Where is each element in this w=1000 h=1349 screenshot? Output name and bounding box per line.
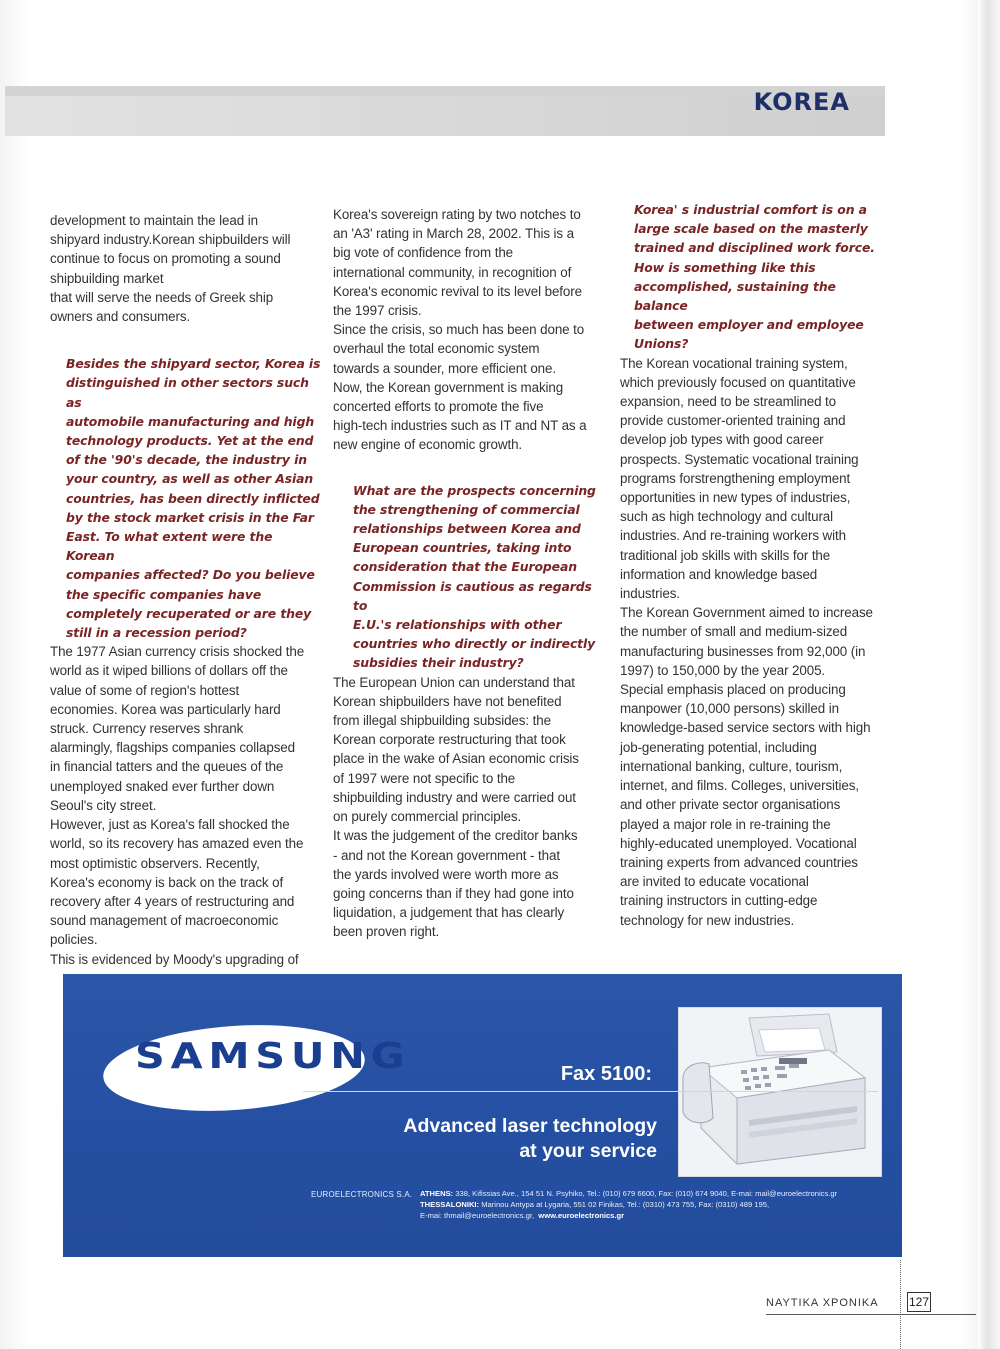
interview-question-2: What are the prospects concerning the strengthening of commercial relationships between Korea and European countries, taking into consideration that the European Commission is cautious as regards to E.U.'s relationships with other countries who directly or indirectly subsidies their industry? bbox=[353, 482, 596, 671]
fax-machine-image bbox=[678, 1007, 882, 1177]
distributor-contacts bbox=[420, 1188, 890, 1221]
article-column-1 bbox=[50, 211, 325, 969]
page-number: 127 bbox=[907, 1292, 931, 1312]
ad-divider-line bbox=[303, 1091, 878, 1092]
article-column-3 bbox=[620, 200, 888, 930]
athens-address-line: ATHENS: 338, Kifissias Ave., 154 51 N. Psyhiko, Tel.: (010) 679 6600, Fax: (010) 674 9040, E-mai: mail@euroelectronics.gr bbox=[420, 1189, 838, 1198]
section-title: KOREA bbox=[753, 88, 850, 116]
thessaloniki-address-line: THESSALONIKI: Marinou Antypa at Lygaria, 551 02 Finikas, Tel.: (0310) 473 755, Fax: (0310) 489 195, bbox=[420, 1200, 770, 1209]
magazine-name: ΝΑΥΤΙΚΑ ΧΡΟΝΙΚΑ bbox=[766, 1297, 879, 1309]
column3-answer-paragraph-1: The Korean vocational training system, which previously focused on quantitative expansion, need to be streamlined to provide customer-oriented training and develop job types with good career prospects. Systematic vocational training programs forstrengthening employment opportunities in new types of industries, such as high technology and cultural industries. And re-training workers with traditional job skills with skills for the information and knowledge based industries. bbox=[620, 355, 859, 602]
column2-answer-paragraph-1: The European Union can understand that Korean shipbuilders have not benefited from illegal shipbuilding subsides: the Korean corporate restructuring that took place in the wake of Asian economic crisis of 1997 were not specific to the shipbuilding industry and were carried out on purely commercial principles. bbox=[333, 674, 579, 825]
column1-answer-paragraph-2: However, just as Korea's fall shocked the world, so its recovery has amazed even the most optimistic observers. Recently, Korea's economy is back on the track of recovery after 4 years of restructuring and sound management of macroeconomic policies. bbox=[50, 817, 304, 948]
interview-question-3: Korea' s industrial comfort is on a large scale based on the masterly trained and disciplined work force. How is something like this accomplished, sustaining the balance between employer and employee Unions? bbox=[634, 202, 875, 352]
tagline-line-2: at your service bbox=[519, 1140, 657, 1162]
footer-dotted-divider bbox=[900, 1260, 901, 1349]
contact-web-line: E-mai: thmail@euroelectronics.gr, www.euroelectronics.gr bbox=[420, 1211, 625, 1220]
samsung-fax-advertisement bbox=[63, 974, 902, 1257]
tagline-line-1: Advanced laser technology bbox=[403, 1115, 657, 1137]
footer-rule bbox=[766, 1314, 976, 1315]
column1-answer-paragraph-1: The 1977 Asian currency crisis shocked the world as it wiped billions of dollars off the value of some of region's hottest economies. Korea was particularly hard struck. Currency reserves shrank alarmingly, flagships companies collapsed in financial tatters and the queues of the unemployed snaked ever further down Seoul's city street. bbox=[50, 644, 305, 813]
column2-paragraph-2: Since the crisis, so much has been done to overhaul the total economic system towards a sounder, more efficient one. Now, the Korean government is making concerted efforts to promote the five high-tech industries such as IT and NT as a new engine of economic growth. bbox=[333, 322, 587, 453]
product-model: Fax 5100: bbox=[560, 1063, 652, 1085]
samsung-logo-text: SAMSUNG bbox=[135, 1036, 411, 1077]
page-edge-shadow bbox=[978, 0, 1000, 1349]
distributor-name: EUROELECTRONICS S.A. bbox=[311, 1190, 413, 1199]
interview-question-1: Besides the shipyard sector, Korea is distinguished in other sectors such as automobile manufacturing and high technology products. Yet at the end of the '90's decade, the industry in your country, as well as other Asian countries, has been directly inflicted by the stock market crisis in the Far East. To what extent were the Korean companies affected? Do you believe the specific companies have completely recuperated or are they still in a recession period? bbox=[66, 356, 321, 641]
fax-machine-icon bbox=[679, 1008, 881, 1176]
article-column-2 bbox=[333, 205, 601, 942]
product-tagline bbox=[277, 1114, 657, 1164]
website-link: www.euroelectronics.gr bbox=[538, 1211, 625, 1220]
column1-answer-paragraph-3: This is evidenced by Moody's upgrading of bbox=[50, 951, 299, 967]
column3-answer-paragraph-2: The Korean Government aimed to increase the number of small and medium-sized manufacturing businesses from 92,000 (in 1997) to 150,000 by the year 2005. Special emphasis placed on producing manpower (10,000 persons) skilled in knowledge-based service sectors with high job-generating potential, including international banking, culture, tourism, internet, and films. Colleges, universities, and other private sector organisations played a major role in re-training the highly-educated unemployed. Vocational training experts from advanced countries are invited to educate vocational training instructors in cutting-edge technology for new industries. bbox=[620, 605, 873, 928]
column1-intro-paragraph: development to maintain the lead in shipyard industry.Korean shipbuilders will continue to focus on promoting a sound shipbuilding market that will serve the needs of Greek ship owners and consumers. bbox=[50, 213, 291, 325]
column2-paragraph-1: Korea's sovereign rating by two notches to an 'A3' rating in March 28, 2002. This is a big vote of confidence from the international community, in recognition of Korea's economic revival to its level before the 1997 crisis. bbox=[333, 207, 582, 319]
column2-answer-paragraph-2: It was the judgement of the creditor banks - and not the Korean government - that the yards involved were worth more as going concerns than if they had gone into liquidation, a judgement that has clearly been proven right. bbox=[333, 828, 578, 940]
